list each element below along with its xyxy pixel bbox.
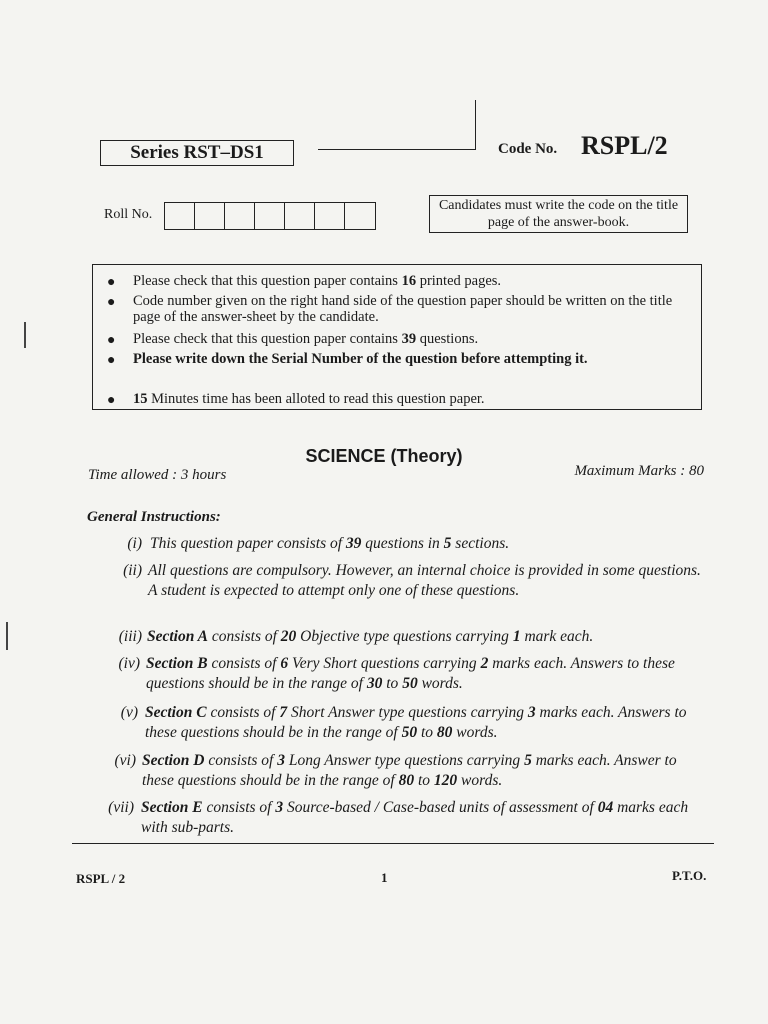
bullet-icon: ● bbox=[107, 333, 116, 348]
instruction-number: (v) bbox=[120, 704, 138, 721]
code-label: Code No. bbox=[498, 141, 558, 157]
checklist-text: 15 Minutes time has been alloted to read this question paper. bbox=[133, 391, 485, 407]
roll-number-cell[interactable] bbox=[255, 203, 285, 229]
instruction-number: (vi) bbox=[114, 752, 136, 769]
instruction-number: (i) bbox=[127, 535, 142, 552]
subject-title: SCIENCE (Theory) bbox=[305, 446, 463, 466]
footer-divider bbox=[72, 843, 714, 844]
instruction-number: (vii) bbox=[108, 799, 134, 816]
roll-number-cell[interactable] bbox=[315, 203, 345, 229]
time-allowed: Time allowed : 3 hours bbox=[88, 467, 227, 483]
roll-number-cell[interactable] bbox=[285, 203, 315, 229]
roll-number-cell[interactable] bbox=[345, 203, 375, 229]
roll-number-boxes[interactable] bbox=[164, 202, 376, 230]
page-number: 1 bbox=[381, 870, 388, 885]
instruction-number: (ii) bbox=[123, 562, 142, 579]
bullet-icon: ● bbox=[107, 275, 116, 290]
roll-number-label: Roll No. bbox=[104, 207, 153, 222]
roll-number-cell[interactable] bbox=[165, 203, 195, 229]
code-bracket-vertical bbox=[475, 100, 476, 150]
series-label: Series RST–DS1 bbox=[100, 140, 294, 166]
please-turn-over: P.T.O. bbox=[672, 868, 707, 883]
instruction-text: This question paper consists of 39 questions in 5 sections. bbox=[150, 535, 510, 552]
general-instructions-heading: General Instructions: bbox=[87, 509, 221, 525]
margin-mark bbox=[6, 622, 8, 650]
code-number: RSPL/2 bbox=[581, 131, 668, 160]
candidates-code-note: Candidates must write the code on the title page of the answer-book. bbox=[429, 195, 688, 233]
bullet-icon: ● bbox=[107, 295, 116, 310]
checklist-text: Please write down the Serial Number of the question before attempting it. bbox=[133, 351, 588, 367]
roll-number-cell[interactable] bbox=[225, 203, 255, 229]
checklist-text: Please check that this question paper contains 39 questions. bbox=[133, 331, 479, 347]
instruction-text: Section A consists of 20 Objective type questions carrying 1 mark each. bbox=[147, 628, 594, 645]
bullet-icon: ● bbox=[107, 393, 116, 408]
footer-code: RSPL / 2 bbox=[76, 871, 126, 886]
instruction-number: (iii) bbox=[118, 628, 142, 645]
instruction-number: (iv) bbox=[118, 655, 140, 672]
instruction-text: Section C consists of 7 Short Answer type questions carrying 3 marks each. Answers to these questions should be in the range of 50 to 80 words. bbox=[145, 704, 687, 741]
checklist-text: Please check that this question paper contains 16 printed pages. bbox=[133, 273, 502, 289]
instruction-text: Section E consists of 3 Source-based / Case-based units of assessment of 04 marks each with sub-parts. bbox=[141, 799, 689, 836]
instruction-text: Section D consists of 3 Long Answer type questions carrying 5 marks each. Answer to these questions should be in the range of 80 to 120 words. bbox=[142, 752, 677, 789]
maximum-marks: Maximum Marks : 80 bbox=[574, 463, 704, 479]
instruction-text: All questions are compulsory. However, an internal choice is provided in some questions. A student is expected to attempt only one of these questions. bbox=[148, 562, 701, 599]
instruction-text: Section B consists of 6 Very Short questions carrying 2 marks each. Answers to these questions should be in the range of 30 to 50 words. bbox=[146, 655, 675, 692]
margin-mark bbox=[24, 322, 26, 348]
bullet-icon: ● bbox=[107, 353, 116, 368]
code-bracket-horizontal bbox=[318, 149, 476, 150]
checklist-text: Code number given on the right hand side of the question paper should be written on the title page of the answer-sheet by the candidate. bbox=[133, 293, 673, 325]
roll-number-cell[interactable] bbox=[195, 203, 225, 229]
preliminary-checklist bbox=[92, 264, 702, 410]
